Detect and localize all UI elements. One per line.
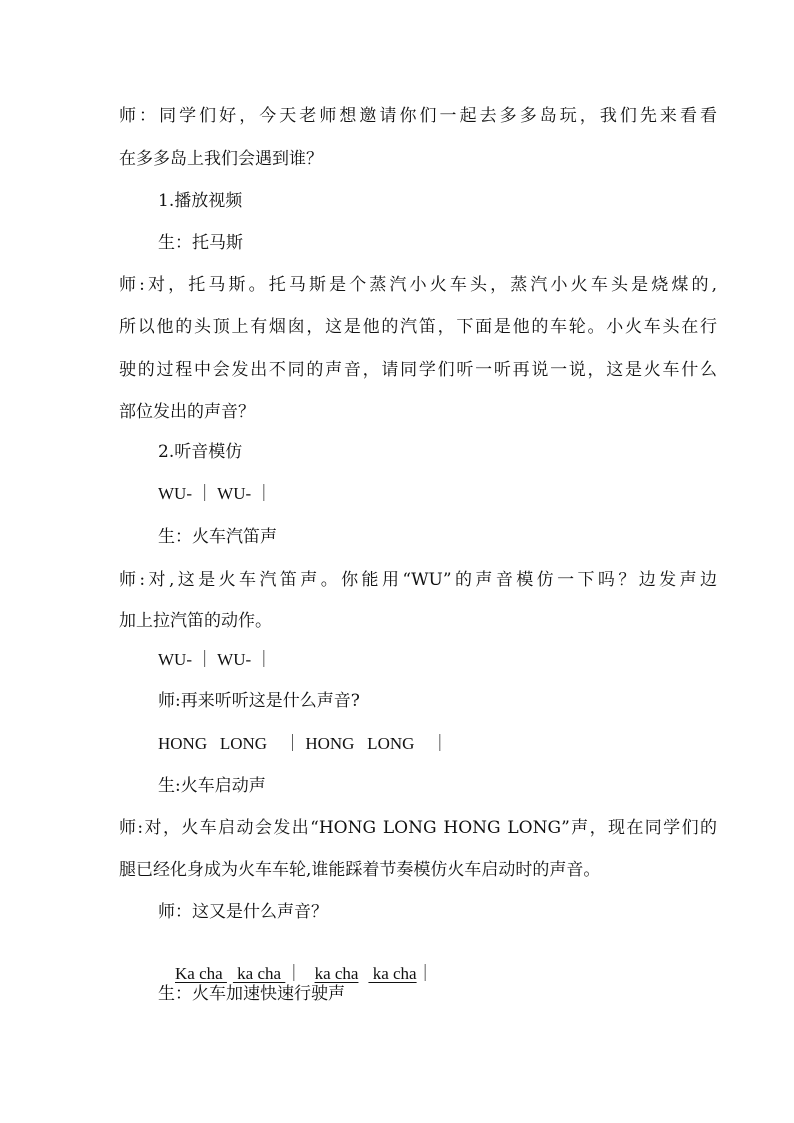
rhythm-syllable: ka cha	[314, 964, 359, 983]
rhythm-syllable: Ka cha	[175, 964, 227, 983]
section-heading: 2.听音模仿	[158, 442, 243, 462]
paragraph-line: 在多多岛上我们会遇到谁？	[119, 149, 323, 169]
rhythm-syllable: ka cha	[368, 964, 417, 983]
paragraph-line: 师:对，托马斯。托马斯是个蒸汽小火车头，蒸汽小火车头是烧煤的,	[119, 275, 717, 295]
paragraph-line: 加上拉汽笛的动作。	[119, 611, 272, 631]
paragraph-line: 所以他的头顶上有烟囱，这是他的汽笛，下面是他的车轮。小火车头在行	[119, 317, 717, 337]
bar-line: ｜	[416, 964, 434, 983]
rhythm-notation: WU- ｜ WU- ｜	[158, 650, 273, 669]
paragraph-line: 师:对，火车启动会发出“HONG LONG HONG LONG”声，现在同学们的	[119, 818, 717, 838]
paragraph-line: 师：同学们好，今天老师想邀请你们一起去多多岛玩，我们先来看看	[119, 106, 717, 126]
paragraph-line: 生：托马斯	[158, 233, 243, 253]
paragraph-line: 师：这又是什么声音？	[158, 902, 328, 922]
paragraph-line: 腿已经化身成为火车车轮,谁能踩着节奏模仿火车启动时的声音。	[119, 860, 601, 880]
paragraph-line: 生:火车启动声	[158, 776, 266, 796]
rhythm-notation: WU- ｜ WU- ｜	[158, 484, 273, 503]
paragraph-line: 生：火车汽笛声	[158, 527, 277, 547]
paragraph-line: 师:再来听听这是什么声音?	[158, 691, 360, 711]
paragraph-line: 师:对,这是火车汽笛声。你能用“WU”的声音模仿一下吗？边发声边	[119, 570, 717, 590]
section-heading: 1.播放视频	[158, 191, 243, 211]
paragraph-line: 生：火车加速快速行驶声	[158, 984, 345, 1004]
paragraph-line: 驶的过程中会发出不同的声音，请同学们听一听再说一说，这是火车什么	[119, 360, 717, 380]
paragraph-line: 部位发出的声音？	[119, 402, 255, 422]
rhythm-notation: HONG LONG ｜ HONG LONG ｜	[158, 734, 449, 753]
bar-line: ｜	[285, 964, 307, 983]
rhythm-syllable: ka cha	[232, 964, 286, 983]
